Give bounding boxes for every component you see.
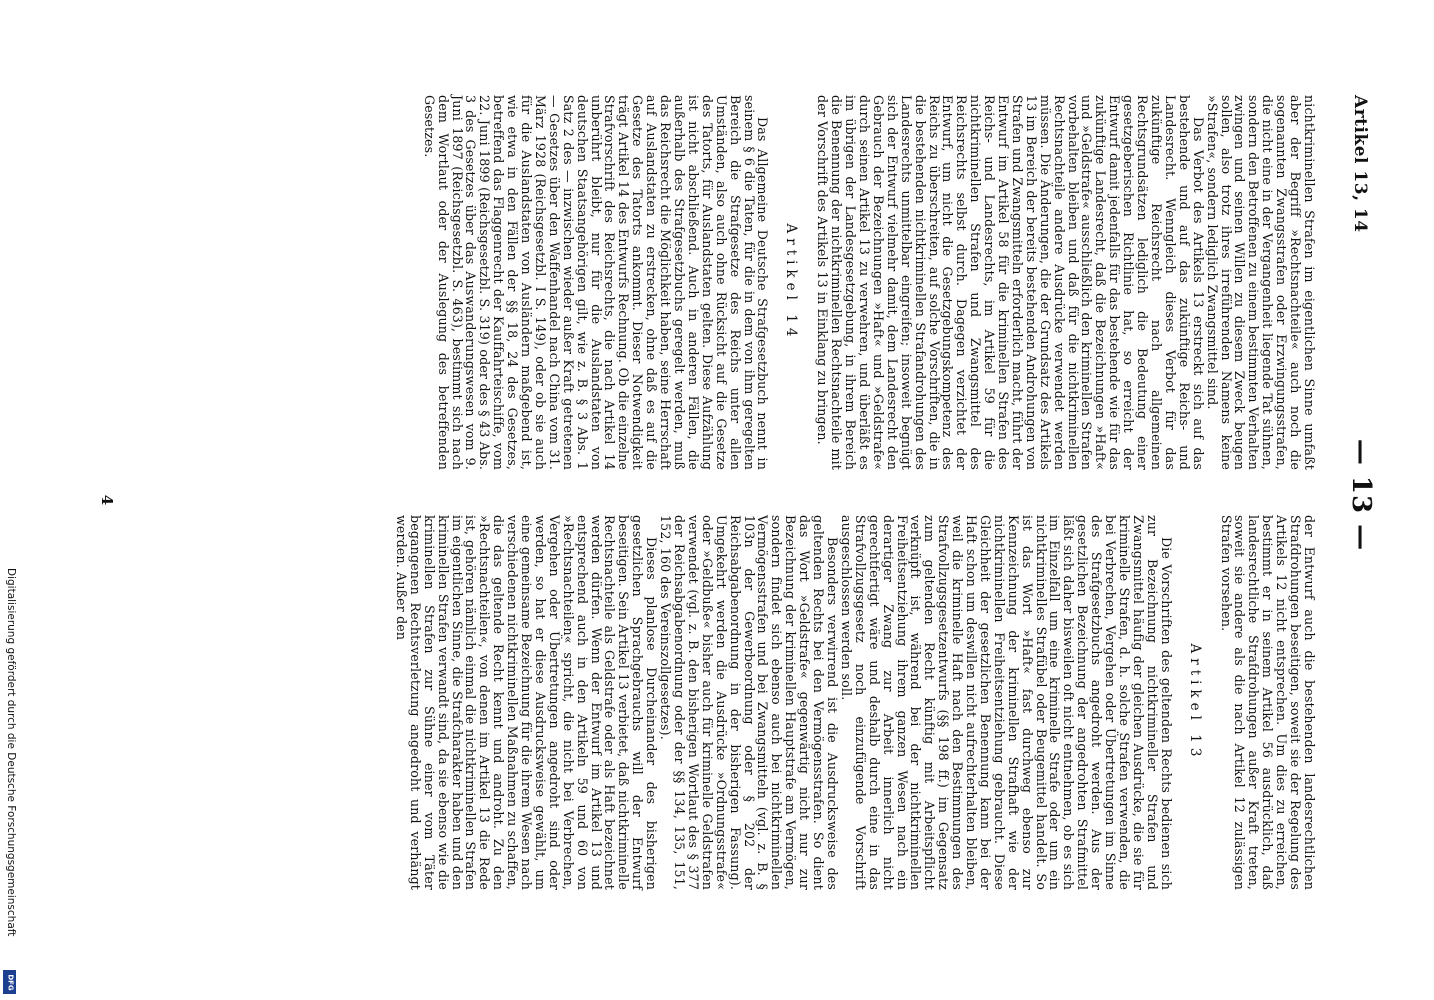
paragraph: Die Vorschriften des geltenden Rechts bedienen sich zur Bezeichnung nichtkrimineller Strafen und Zwangsmittel häufig der gleichen Ausdrücke, die sie für kriminelle Strafen, d. h. solche Strafen verwenden, die bei Verbrechen, Vergehen oder Übertretungen im Sinne des Strafgesetzbuchs angedroht werden. Aus der gesetzlichen Bezeichnung der angedrohten Strafmittel läßt sich daher bisweilen oft nicht entnehmen, ob es sich im Einzelfall um eine kriminelle Strafe oder um ein nichtkriminelles Strafübel oder Beugemittel handelt. So ist das Wort »Haft« fast durchweg ebenso zur Kennzeichnung der kriminellen Strafhaft wie der nichtkriminellen Freiheitsentziehung gebraucht. Diese Gleichheit der gesetzlichen Benennung kann bei der Haft schon um deswillen nicht aufrechterhalten bleiben, weil die kriminelle Haft nach den Bestimmungen des Strafvollzugsgesetzentwurfs (§§ 198 ff.) im Gegensatz zum geltenden Recht künftig mit Arbeitspflicht verknüpft ist, während bei der nichtkriminellen Freiheitsentziehung ihrem ganzen Wesen nach ein derartiger Zwang zur Arbeit innerlich nicht gerechtfertigt wäre und deshalb durch eine in das Strafvollzugsgesetz noch einzufügende Vorschrift ausgeschlossen werden soll. xyxy=(838,515,1174,890)
paragraph: Das Allgemeine Deutsche Strafgesetzbuch nennt in seinem § 6 die Taten, für die in dem von ihm geregelten Bereich die Strafgesetze des Reichs unter allen Umständen, also auch ohne Rücksicht auf die Gesetze des Tatorts, für Auslandstaten gelten. Diese Aufzählung ist nicht abschließend. Auch in anderen Fällen, die außerhalb des Strafgesetzbuchs geregelt werden, muß das Reichsrecht die Möglichkeit haben, seine Herrschaft auf Auslandstaten zu erstrecken, ohne daß es auf die Gesetze des Tatorts ankommt. Dieser Notwendigkeit trägt Artikel 14 des Entwurfs Rechnung. Ob die einzelne Strafvorschrift des Reichsrechts, die nach Artikel 14 unberührt bleibt, nur für die Auslandstaten von deutschen Staatsangehörigen gilt, wie z. B. § 3 Abs. 1 Satz 2 des — inzwischen wieder außer Kraft getretenen — Gesetzes über den Waffenhandel nach China vom 31. März 1928 (Reichsgesetzbl. I S. 149), oder ob sie auch für die Auslandstaten von Ausländern maßgebend ist, wie etwa in den Fällen der §§ 18, 24 des Gesetzes, betreffend das Flaggenrecht der Kauffahrteischiffe, vom 22. Juni 1899 (Reichsgesetzbl. S. 319) oder des § 43 Abs. 3 des Gesetzes über das Auswanderungswesen vom 9. Juni 1897 (Reichsgesetzbl. S. 463), bestimmt sich nach dem Wortlaut oder der Auslegung des betreffenden Gesetzes. xyxy=(421,95,771,470)
left-text-column xyxy=(422,95,1316,470)
paragraph: nichtkriminellen Strafen im eigentlichen Sinne umfaßt aber der Begriff »Rechtsnachteile« auch noch die sogenannten Zwangsstrafen oder Erzwingungsstrafen, die nicht eine in der Vergangenheit liegende Tat sühnen, sondern den Betroffenen zu einem bestimmten Verhalten zwingen und seinen Willen zu diesem Zweck beugen sollen, also trotz ihres irreführenden Namens keine »Strafen«, sondern lediglich Zwangsmittel sind. xyxy=(1204,95,1317,470)
paragraph: Das Verbot des Artikels 13 erstreckt sich auf das bestehende und auf das zukünftige Reichs- und Landesrecht. Wenngleich dieses Verbot für das zukünftige Reichsrecht nach allgemeinen Rechtsgrundsätzen lediglich die Bedeutung einer gesetzgeberischen Richtlinie hat, so erreicht der Entwurf damit jedenfalls für das bestehende wie für das zukünftige Landesrecht, daß die Bezeichnungen »Haft« und »Geldstrafe« ausschließlich den kriminellen Strafen vorbehalten bleiben und daß für die nichtkriminellen Rechtsnachteile andere Ausdrücke verwendet werden müssen. Die Änderungen, die der Grundsatz des Artikels 13 im Bereich der bereits bestehenden Androhungen von Strafen und Zwangsmitteln erforderlich macht, führt der Entwurf im Artikel 58 für die kriminellen Strafen des Reichs- und Landesrechts, im Artikel 59 für die nichtkriminellen Strafen und Zwangsmittel des Reichsrechts selbst durch. Dagegen verzichtet der Entwurf, um nicht die Gesetzgebungskompetenz des Reichs zu überschreiten, auf solche Vorschriften, die in die bestehenden nichtkriminellen Strafandrohungen des Landesrechts unmittelbar eingreifen; insoweit begnügt sich der Entwurf vielmehr damit, dem Landesrecht den Gebrauch der Bezeichnungen »Haft« und »Geldstrafe« durch seinen Artikel 13 zu verwehren, und überläßt es im übrigen der Landesgesetzgebung, in ihrem Bereich die Benennung der nichtkriminellen Rechtsnachteile mit der Vorschrift des Artikels 13 in Einklang zu bringen. xyxy=(815,95,1206,470)
credit-text: Digitalisierung gefördert durch die Deutsche Forschungsgemeinschaft xyxy=(5,568,17,937)
digitization-credit xyxy=(3,568,17,994)
page-number: — 13 — xyxy=(1346,438,1376,552)
section-heading: Artikel 13 xyxy=(1186,643,1203,762)
page-folio: 4 xyxy=(98,494,116,506)
right-text-column xyxy=(394,515,1316,890)
section-heading: Artikel 14 xyxy=(783,223,800,342)
paragraph: der Entwurf auch die bestehenden landesrechtlichen Strafdrohungen beseitigen, soweit sie der Regelung des Artikels 12 nicht entsprechen. Um dies zu erreichen, bestimmt er in seinem Artikel 56 ausdrücklich, daß landesrechtliche Strafdrohungen außer Kraft treten, soweit sie andere als die nach Artikel 12 zulässigen Strafen vorsehen. xyxy=(1218,515,1317,890)
section-label: Artikel 13, 14 xyxy=(1350,95,1370,233)
paragraph: Dieses planlose Durcheinander des bisherigen gesetzlichen Sprachgebrauchs will der Entwurf beseitigen. Sein Artikel 13 verbietet, daß nichtkriminelle Rechtsnachteile als Geldstrafe oder als Haft bezeichnet werden dürfen. Wenn der Entwurf im Artikel 13 und entsprechend auch in den Artikeln 59 und 60 von »Rechtsnachteilen« spricht, die nicht bei Verbrechen, Vergehen oder Übertretungen angedroht sind oder werden, so hat er diese Ausdrucksweise gewählt, um eine gemeinsame Bezeichnung für die ihrem Wesen nach verschiedenen nichtkriminellen Maßnahmen zu schaffen, die das geltende Recht kennt und androht. Zu den »Rechtsnachteilen«, von denen im Artikel 13 die Rede ist, gehören nämlich einmal die nichtkriminellen Strafen im eigentlichen Sinne, die Strafcharakter haben und den kriminellen Strafen verwandt sind, da sie ebenso wie die kriminellen Strafen zur Sühne einer vom Täter begangenen Rechtsverletzung angedroht und verhängt werden. Außer den xyxy=(393,515,660,890)
paragraph: Besonders verwirrend ist die Ausdrucksweise des geltenden Rechts bei den Vermögensstrafen. So dient das Wort »Geldstrafe« gegenwärtig nicht nur zur Bezeichnung der kriminellen Hauptstrafe am Vermögen, sondern findet sich ebenso auch bei nichtkriminellen Vermögensstrafen und bei Zwangsmitteln (vgl. z. B. § 103n der Gewerbeordnung oder § 202 der Reichsabgabenordnung in der bisherigen Fassung). Umgekehrt werden die Ausdrücke »Ordnungsstrafe« oder »Geldbuße« bisher auch für kriminelle Geldstrafen verwendet (vgl. z. B. den bisherigen Wortlaut des § 377 der Reichsabgabenordnung oder der §§ 134, 135, 151, 152, 160 des Vereinszollgesetzes). xyxy=(658,515,840,890)
dfg-logo-icon xyxy=(3,970,16,994)
dfg-logo-text: DFG xyxy=(6,974,15,991)
page-header xyxy=(1336,95,1376,895)
